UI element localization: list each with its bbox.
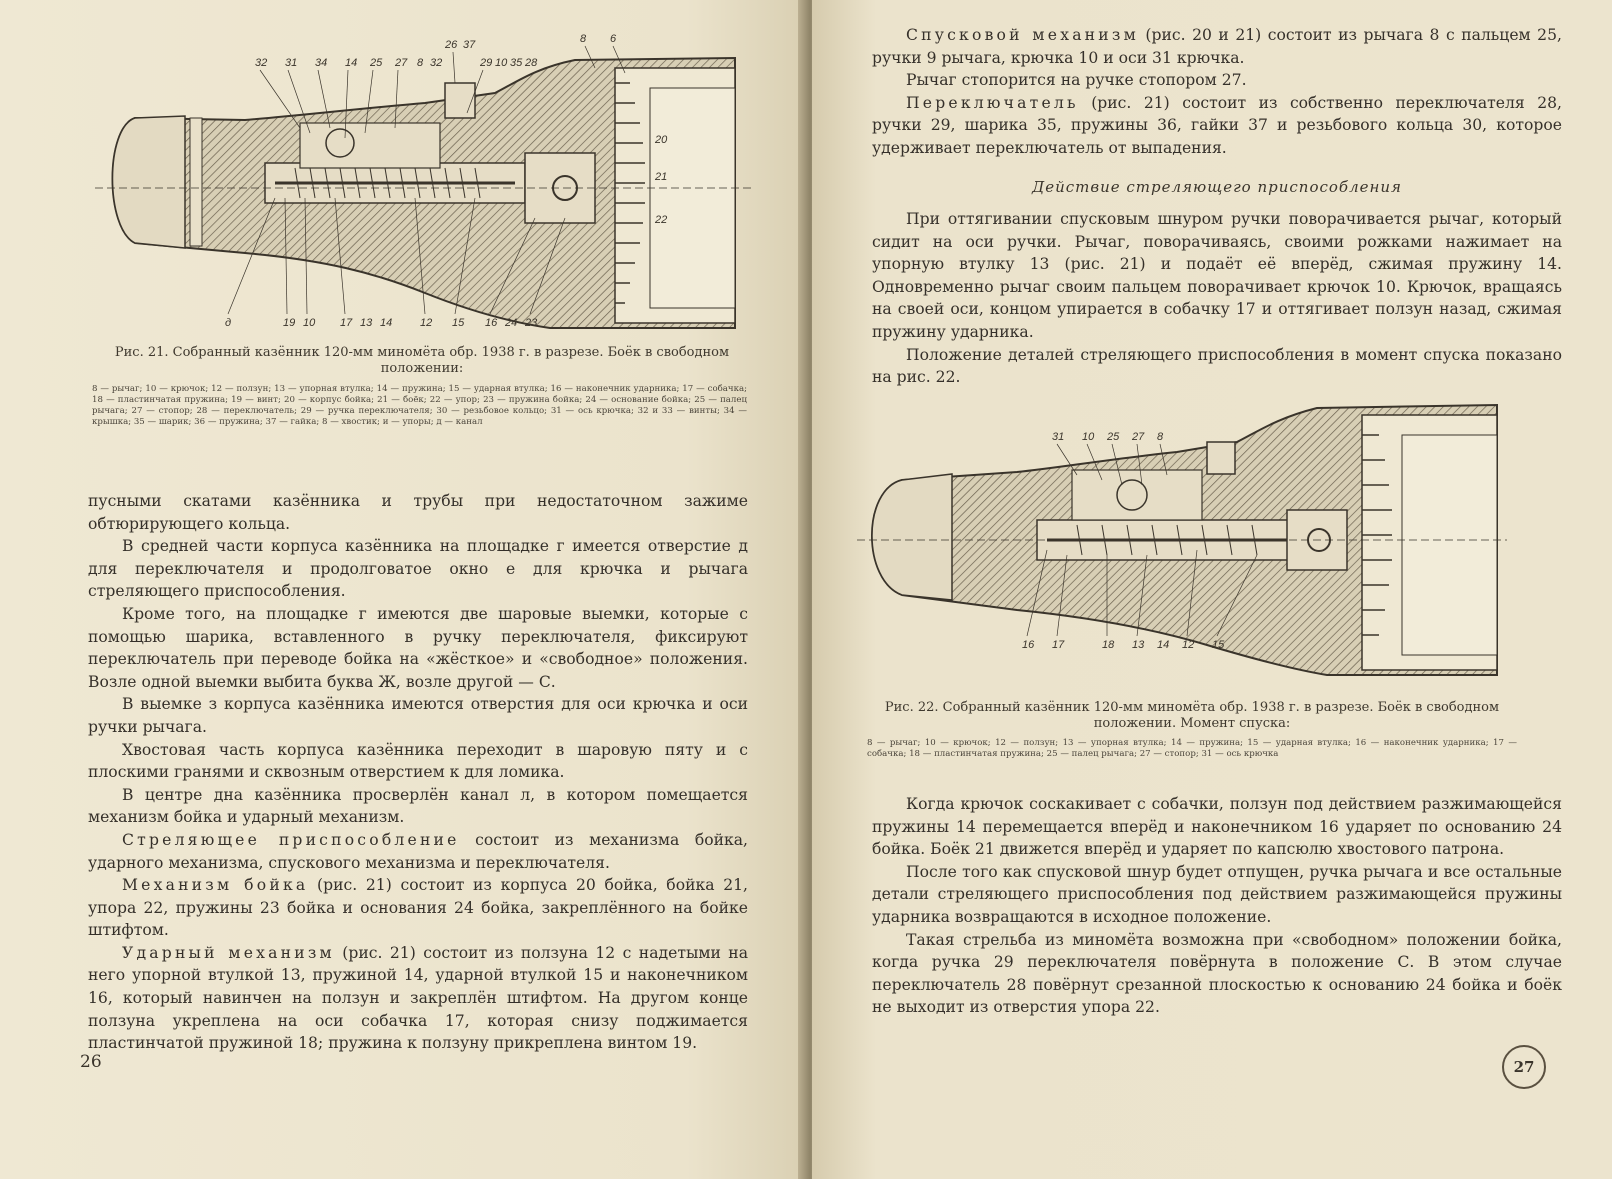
fig21-label: 32 [430,57,443,69]
fig22-label: 31 [1052,431,1065,443]
fig21-label: 35 [510,57,523,69]
right-top-text [872,24,1562,160]
fig21-label: 12 [420,317,433,329]
paragraph: Хвостовая часть корпуса казённика переходит в шаровую пяту и с плоскими гранями и сквозным отверстием к для ломика. [88,740,748,782]
fig22-label: 13 [1132,639,1145,651]
fig22-label: 10 [1082,431,1095,443]
paragraph: При оттягивании спусковым шнуром ручки поворачивается рычаг, который сидит на оси ручки. Рычаг, поворачиваясь, своими рожками нажимает на упорную втулку 13 (рис. 21) и подаёт её вперёд, сжимая пружину 14. Одновременно рычаг своим пальцем поворачивает крючок 10. Крючок, вращаясь на своей оси, концом упирается в собачку 17 и оттягивает ползун назад, сжимая пружину ударника. [872,210,1562,341]
paragraph-text: (рис. 21) состоит из ползуна 12 с надетыми на него упорной втулкой 13, пружиной 14, ударной втулкой 15 и наконечником 16, который навинчен на ползун и закреплён штифтом. На другом конце ползуна укреплена на оси собачка 17, которая снизу поджимается пластинчатой пружиной 18; пружина к ползуну прикреплена винтом 19. [88,943,748,1053]
fig22-label: 18 [1102,639,1115,651]
fig21-label: 16 [485,317,498,329]
figure-21 [95,28,755,338]
figure-22-legend: 8 — рычаг; 10 — крючок; 12 — ползун; 13 — упорная втулка; 14 — пружина; 15 — ударная втулка; 16 — наконечник ударника; 17 — собачка; 18 — пластинчатая пружина; 25 — палец рычага; 27 — стопор; 31 — ось крючка [867,738,1517,759]
fig22-label: 17 [1052,639,1065,651]
paragraph: Кроме того, на площадке г имеются две шаровые выемки, которые с помощью шарика, вставленного в ручку переключателя, фиксируют переключатель при переводе бойка на «жёсткое» и «свободное» положения. Возле одной выемки выбита буква Ж, возле другой — С. [88,604,748,691]
fig21-label: 20 [655,134,668,146]
fig22-label: 25 [1107,431,1120,443]
figure-21-legend: 8 — рычаг; 10 — крючок; 12 — ползун; 13 — упорная втулка; 14 — пружина; 15 — ударная втулка; 16 — наконечник ударника; 17 — собачка; 18 — пластинчатая пружина; 19 — винт; 20 — корпус бойка; 21 — боёк; 22 — упор; 23 — пружина бойка; 24 — основание бойка; 25 — палец рычага; 27 — стопор; 28 — переключатель; 29 — ручка переключателя; 30 — резьбовое кольцо; 31 — ось крючка; 32 и 33 — винты; 34 — крышка; 35 — шарик; 36 — пружина; 37 — гайка; 8 — хвостик; и — упоры; д — канал [92,384,747,427]
fig21-label: 27 [395,57,408,69]
paragraph: Положение деталей стреляющего приспособления в момент спуска показано на рис. 22. [872,345,1562,387]
spaced-term: Ударный механизм [122,943,335,962]
fig21-label: 10 [303,317,316,329]
section-heading: Действие стреляющего приспособления [1032,178,1402,196]
fig21-label: 31 [285,57,298,69]
figure-21-caption: Рис. 21. Собранный казённик 120-мм миномёта обр. 1938 г. в разрезе. Боёк в свободном положении: [114,345,730,376]
right-page [812,0,1612,1179]
fig21-label: 8 [417,57,424,69]
fig21-label: 32 [255,57,268,69]
paragraph [88,829,748,874]
fig21-label: 29 [480,57,493,69]
paragraph: В средней части корпуса казённика на площадке г имеется отверстие д для переключателя и продолговатое окно е для крючка и рычага стреляющего приспособления. [88,537,748,601]
fig22-label: 14 [1157,639,1170,651]
page-number: 26 [80,1052,102,1072]
fig21-label: 6 [610,33,617,45]
fig21-label: 24 [505,317,518,329]
fig21-label: 17 [340,317,353,329]
paragraph [872,24,1562,69]
paragraph: В выемке з корпуса казённика имеются отверстия для оси крючка и оси ручки рычага. [88,695,748,736]
fig21-label: 19 [283,317,296,329]
spaced-term: Стреляющее приспособление [122,830,460,849]
breech-cross-section-drawing [857,390,1507,680]
fig21-label: 14 [380,317,393,329]
fig22-label: 16 [1022,639,1035,651]
paragraph [88,942,748,1055]
page-number-badge [1502,1045,1546,1089]
fig21-label: 23 [525,317,538,329]
paragraph [872,92,1562,160]
fig22-label: 15 [1212,639,1225,651]
left-body-text [88,490,748,1055]
fig21-label: 25 [370,57,383,69]
right-bottom-text [872,793,1562,1019]
paragraph: В центре дна казённика просверлён канал л, в котором помещается механизм бойка и ударный механизм. [88,785,748,827]
fig21-label: 37 [463,39,476,51]
fig21-label: 15 [452,317,465,329]
breech-cross-section-drawing [95,28,755,338]
paragraph-text: (рис. 20 и 21) состоит из рычага 8 с пальцем 25, ручки 9 рычага, крючка 10 и оси 31 крючка. [872,26,1562,67]
fig21-label: 14 [345,57,358,69]
spaced-term: Спусковой механизм [906,26,1139,44]
paragraph-text: (рис. 21) состоит из собственно переключателя 28, ручки 29, шарика 35, пружины 36, гайки 37 и резьбового кольца 30, которое удерживает переключатель от выпадения. [872,93,1562,157]
right-middle-text [872,208,1562,389]
paragraph: Такая стрельба из миномёта возможна при «свободном» положении бойка, когда ручка 29 переключателя повёрнута в положение С. В этом случае переключатель 28 повёрнут срезанной плоскостью к основанию 24 бойка и боёк не выходит из отверстия упора 22. [872,930,1562,1017]
paragraph: пусными скатами казённика и трубы при недостаточном зажиме обтюрирующего кольца. [88,492,748,533]
fig22-label: 12 [1182,639,1195,651]
paragraph: После того как спусковой шнур будет отпущен, ручка рычага и все остальные детали стреляющего приспособления под действием разжимающейся пружины ударника возвращаются в исходное положение. [872,862,1562,926]
fig21-label: 21 [655,171,668,183]
fig21-label: 13 [360,317,373,329]
page-number: 27 [1513,1058,1535,1076]
paragraph [88,874,748,942]
figure-22 [857,390,1507,680]
fig21-label: 22 [655,214,668,226]
fig21-label: 26 [445,39,458,51]
fig21-label: д [225,317,232,329]
spaced-term: Механизм бойка [122,876,309,895]
paragraph-text: состоит из механизма бойка, ударного механизма, спускового механизма и переключателя. [88,830,748,872]
fig22-label: 8 [1157,431,1164,443]
fig22-label: 27 [1132,431,1145,443]
fig21-label: 8 [580,33,587,45]
figure-22-caption: Рис. 22. Собранный казённик 120-мм миномёта обр. 1938 г. в разрезе. Боёк в свободном положении. Момент спуска: [884,700,1500,731]
fig21-label: 10 [495,57,508,69]
paragraph: Рычаг стопорится на ручке стопором 27. [906,71,1247,90]
paragraph: Когда крючок соскакивает с собачки, ползун под действием разжимающейся пружины 14 перемещается вперёд и наконечником 16 ударяет по основанию 24 бойка. Боёк 21 движется вперёд и ударяет по капсюлю хвостового патрона. [872,795,1562,859]
fig21-label: 28 [525,57,538,69]
spaced-term: Переключатель [906,93,1079,112]
fig21-label: 34 [315,57,328,69]
paragraph-text: (рис. 21) состоит из корпуса 20 бойка, бойка 21, упора 22, пружины 23 бойка и основания 24 бойка, закреплённого на бойке штифтом. [88,876,748,940]
